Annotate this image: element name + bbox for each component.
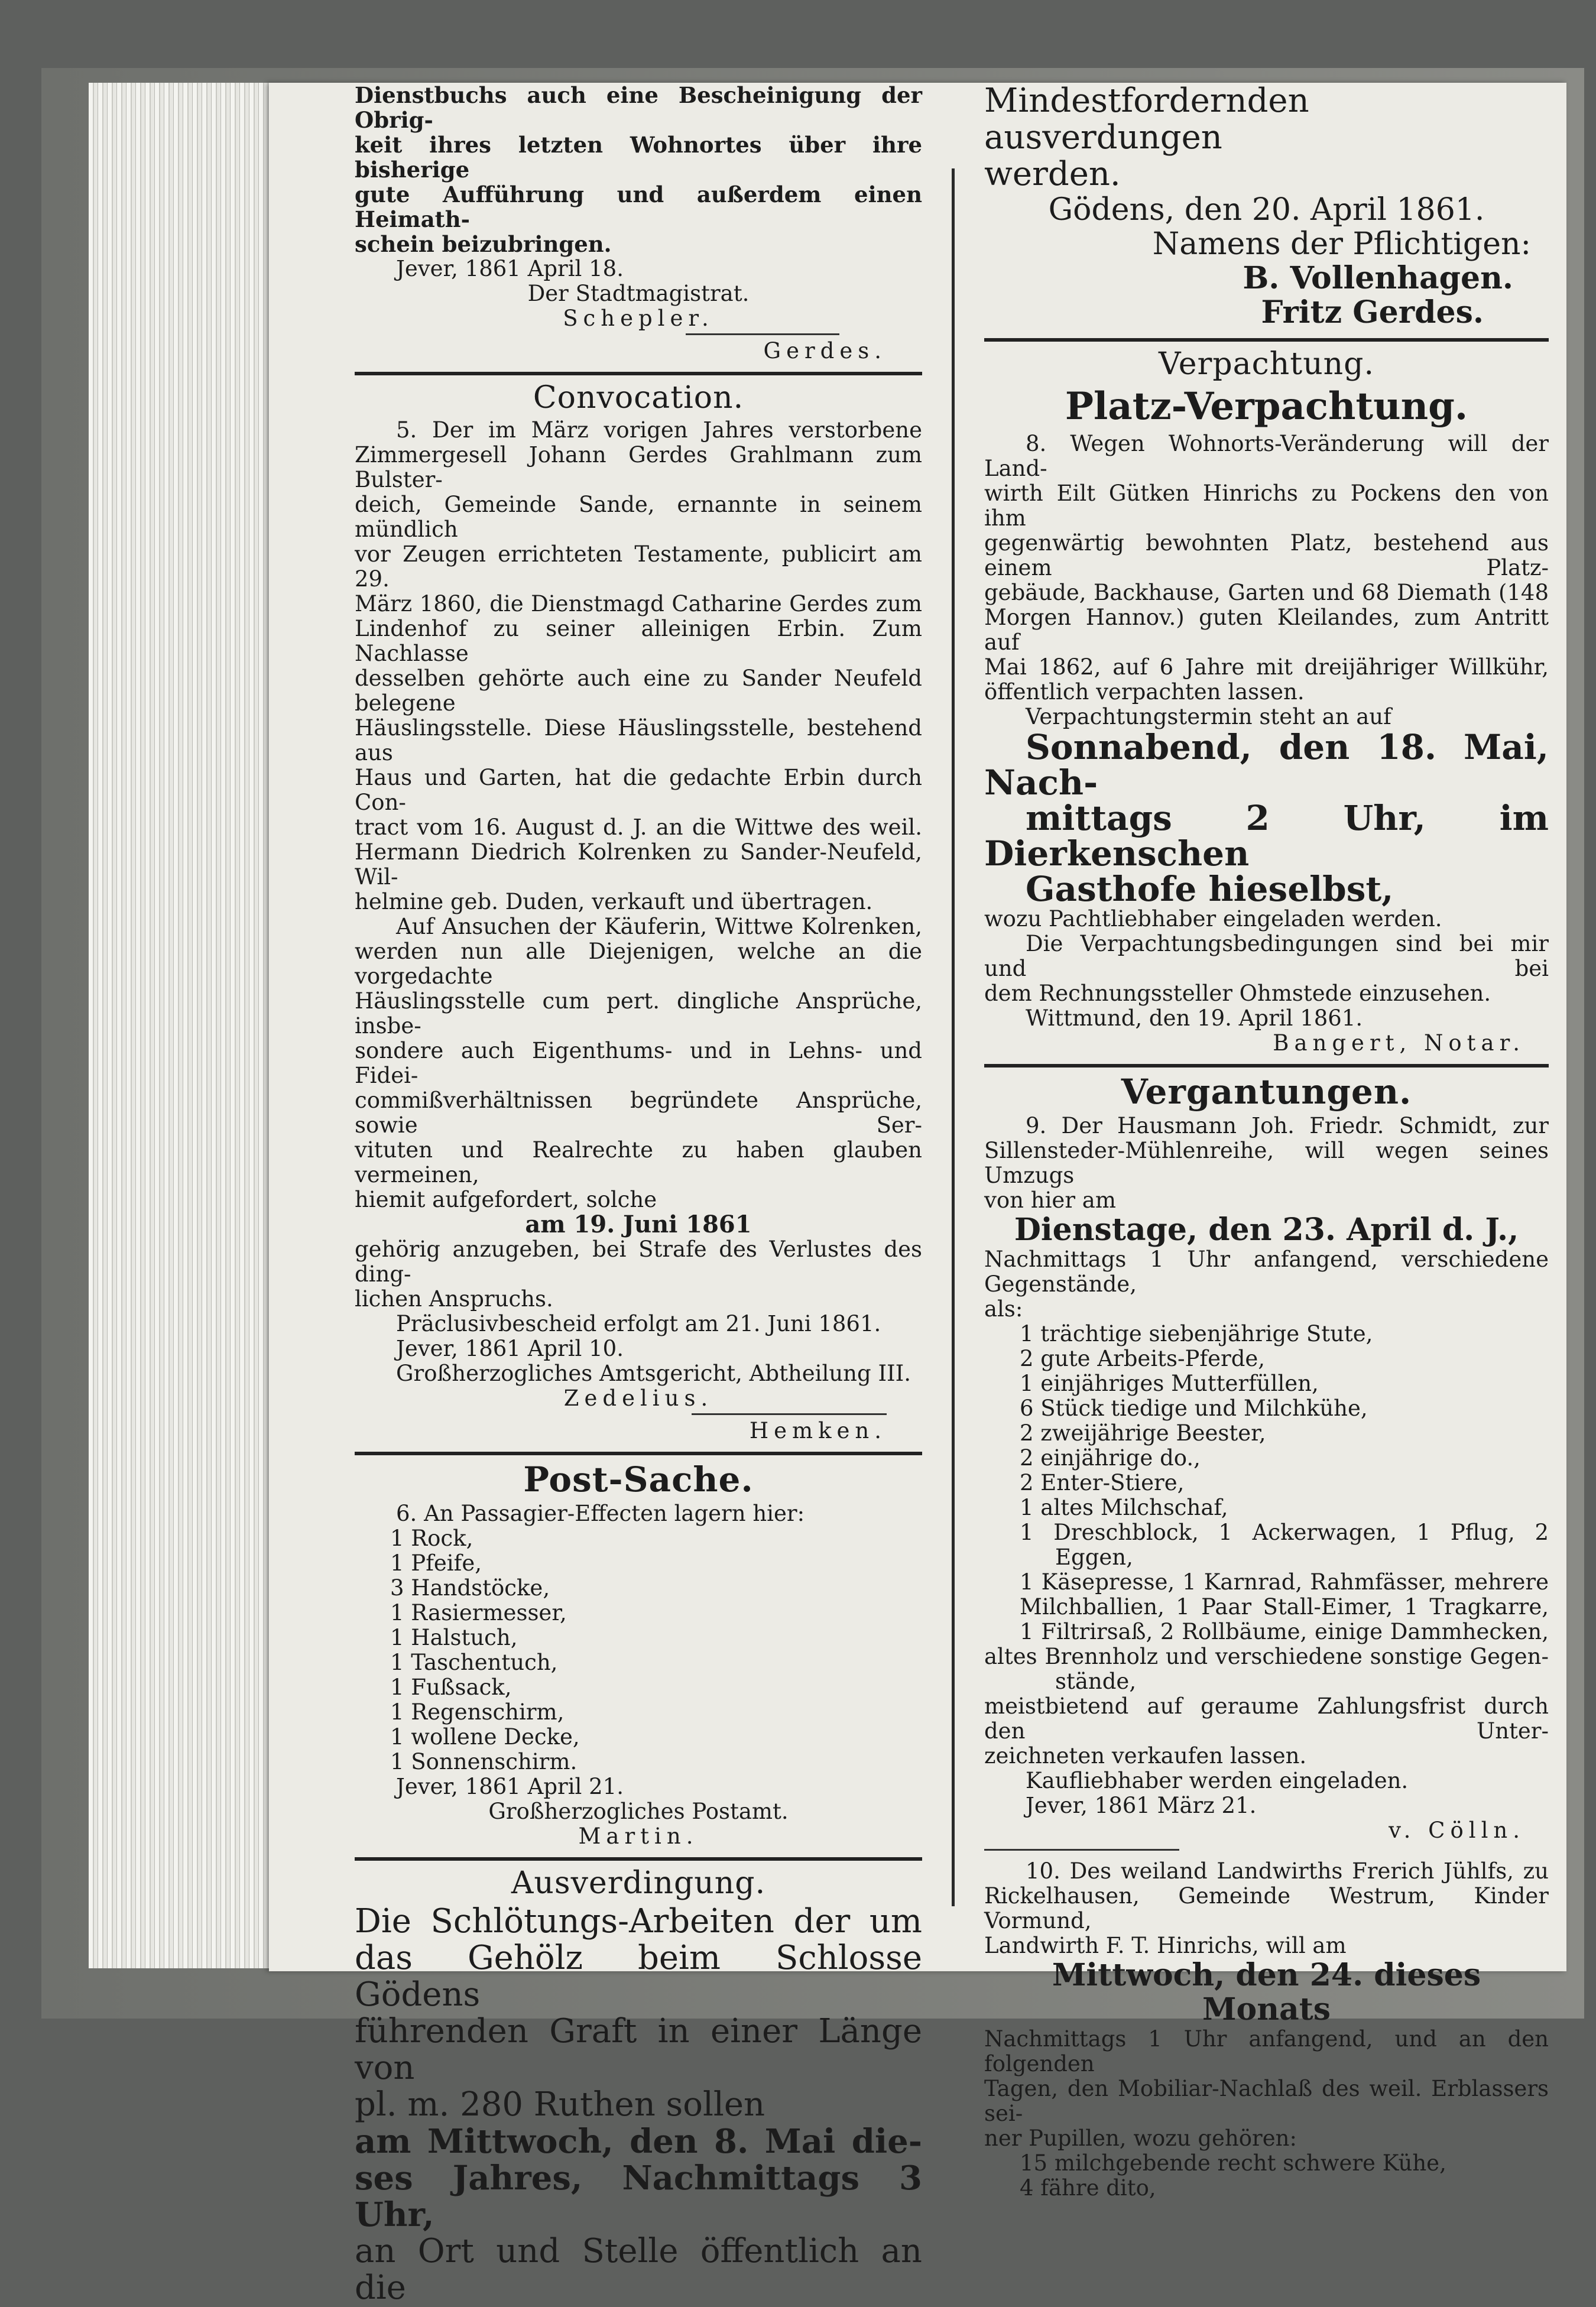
auction-date: Dienstage, den 23. April d. J., <box>1014 1212 1519 1248</box>
auction-date: Mittwoch, den 24. dieses Monats <box>1052 1957 1481 2027</box>
left-column <box>355 83 922 2306</box>
list-item: 1 einjähriges Mutterfüllen, <box>1020 1371 1319 1396</box>
list-item: 15 milchgebende recht schwere Kühe, <box>1020 2150 1446 2176</box>
text-line: Mindestfordernden ausverdungen <box>984 82 1309 157</box>
text-line: gebäude, Backhause, Garten und 68 Diemath (148 <box>984 580 1549 605</box>
text-line: Dienstbuchs auch eine Bescheinigung der Obrig- <box>355 82 922 133</box>
text-line: Nachmittags 1 Uhr anfangend, und an den folgenden <box>984 2026 1549 2076</box>
text-line: an Ort und Stelle öffentlich an die <box>355 2232 922 2307</box>
text-line: März 1860, die Dienstmagd Catharine Gerdes zum <box>355 591 922 617</box>
section-rule <box>984 338 1549 342</box>
text-line: als: <box>984 1296 1023 1322</box>
list-item: 1 Sonnenschirm. <box>390 1749 578 1774</box>
text-line: am Mittwoch, den 8. Mai die- <box>355 2122 922 2161</box>
signature: Zedelius. <box>563 1386 713 1411</box>
text-line: pl. m. 280 Ruthen sollen <box>355 2085 765 2124</box>
item-list <box>390 1526 922 1774</box>
text-line: altes Brennholz und verschiedene sonstige Gegen- <box>984 1644 1549 1669</box>
text-line: keit ihres letzten Wohnortes über ihre bisherige <box>355 132 922 183</box>
text-line: Die Verpachtungsbedingungen sind bei mir und bei <box>984 931 1549 981</box>
post-body <box>355 1501 922 1849</box>
text-line: werden nun alle Diejenigen, welche an die vorgedachte <box>355 939 922 989</box>
ausverdingung-body <box>355 1903 922 2306</box>
text-line: Nachmittags 1 Uhr anfangend, verschiedene Gegenstände, <box>984 1247 1549 1297</box>
text-line: lichen Anspruchs. <box>355 1286 553 1312</box>
text-line: 5. Der im März vorigen Jahres verstorbene <box>396 417 922 443</box>
item-list <box>1020 1322 1549 1644</box>
list-item: 1 trächtige siebenjährige Stute, <box>1020 1321 1373 1346</box>
issuing-authority: Der Stadtmagistrat. <box>527 281 750 306</box>
text-line: gute Aufführung und außerdem einen Heimath- <box>355 181 922 232</box>
text-line: stände, <box>1055 1669 1137 1694</box>
right-column <box>984 83 1549 2201</box>
notice-date: Gödens, den 20. April 1861. <box>1048 192 1485 228</box>
text-line: wirth Eilt Gütken Hinrichs zu Pockens den von ihm <box>984 481 1549 531</box>
separator <box>692 1413 887 1415</box>
text-line: das Gehölz beim Schlosse Gödens <box>355 1939 922 2014</box>
text-line: 9. Der Hausmann Joh. Friedr. Schmidt, zur <box>1026 1113 1549 1138</box>
list-item: 1 Käsepresse, 1 Karnrad, Rahmfässer, mehrere <box>1020 1569 1549 1595</box>
section-heading: Platz-Verpachtung. <box>1065 384 1468 429</box>
list-item: 1 wollene Decke, <box>390 1724 580 1750</box>
list-item: 2 einjährige do., <box>1020 1445 1201 1471</box>
vergantungen-body <box>984 1114 1549 2201</box>
section-heading: Vergantungen. <box>1121 1072 1412 1112</box>
signature: Martin. <box>578 1823 699 1849</box>
text-line: commißverhältnissen begründete Ansprüche, sowie Ser- <box>355 1088 922 1138</box>
on-behalf-label: Namens der Pflichtigen: <box>1152 226 1531 262</box>
text-line: helmine geb. Duden, verkauft und übertragen. <box>355 889 873 914</box>
text-line: Tagen, den Mobiliar-Nachlaß des weil. Erblassers sei- <box>984 2076 1549 2126</box>
list-item: 1 Halstuch, <box>390 1625 518 1650</box>
list-item: 1 Filtrirsaß, 2 Rollbäume, einige Dammhecken, <box>1020 1619 1549 1644</box>
text-line: werden. <box>984 155 1121 193</box>
text-line: dem Rechnungssteller Ohmstede einzusehen. <box>984 981 1491 1006</box>
text-line: Verpachtungstermin steht an auf <box>1026 704 1391 729</box>
text-line: ner Pupillen, wozu gehören: <box>984 2126 1297 2151</box>
signature: B. Vollenhagen. <box>1243 260 1513 296</box>
text-line: öffentlich verpachten lassen. <box>984 679 1305 705</box>
notice-date: Jever, 1861 März 21. <box>1026 1793 1257 1818</box>
issuing-authority: Großherzogliches Postamt. <box>488 1799 789 1824</box>
text-line: wozu Pachtliebhaber eingeladen werden. <box>984 906 1442 932</box>
text-line: meistbietend auf geraume Zahlungsfrist durch den Unter- <box>984 1693 1549 1744</box>
issuing-authority: Großherzogliches Amtsgericht, Abtheilung III. <box>396 1361 911 1386</box>
text-line: Haus und Garten, hat die gedachte Erbin durch Con- <box>355 765 922 815</box>
section-rule <box>355 1452 922 1455</box>
term-date: am 19. Juni 1861 <box>525 1211 752 1238</box>
text-line: 10. Des weiland Landwirths Frerich Jühlfs, zu <box>1026 1858 1549 1884</box>
text-line: Morgen Hannov.) guten Kleilandes, zum Antritt auf <box>984 605 1549 655</box>
text-line: vor Zeugen errichteten Testamente, publicirt am 29. <box>355 541 922 592</box>
term-line: Sonnabend, den 18. Mai, Nach- <box>984 727 1549 803</box>
separator <box>984 1849 1179 1851</box>
separator <box>686 333 839 335</box>
text-line: hiemit aufgefordert, solche <box>355 1187 657 1212</box>
section-heading: Ausverdingung. <box>511 1865 766 1901</box>
list-item: 2 gute Arbeits-Pferde, <box>1020 1346 1266 1371</box>
item-list <box>1020 2151 1549 2201</box>
signature: Schepler. <box>563 306 714 331</box>
signature: Hemken. <box>749 1418 887 1443</box>
notice-date: Jever, 1861 April 21. <box>396 1774 624 1799</box>
intro-paragraph <box>355 83 922 257</box>
text-line: Zimmergesell Johann Gerdes Grahlmann zum Bulster- <box>355 442 922 492</box>
list-item: 1 Rasiermesser, <box>390 1600 567 1625</box>
text-line: vituten und Realrechte zu haben glauben vermeinen, <box>355 1137 922 1187</box>
text-line: Häuslingsstelle cum pert. dingliche Ansprüche, insbe- <box>355 988 922 1039</box>
list-item: Milchballien, 1 Paar Stall-Eimer, 1 Tragkarre, <box>1020 1594 1549 1620</box>
text-line: 6. An Passagier-Effecten lagern hier: <box>396 1501 805 1526</box>
list-item: 1 Regenschirm, <box>390 1699 565 1725</box>
section-rule <box>355 1857 922 1861</box>
convocation-body <box>355 418 922 1443</box>
text-line: Hermann Diedrich Kolrenken zu Sander-Neufeld, Wil- <box>355 839 922 890</box>
list-item: 2 zweijährige Beester, <box>1020 1420 1266 1446</box>
signature: Fritz Gerdes. <box>1261 294 1484 330</box>
text-line: führenden Graft in einer Länge von <box>355 2012 922 2087</box>
text-line: Rickelhausen, Gemeinde Westrum, Kinder Vormund, <box>984 1883 1549 1933</box>
text-line: ses Jahres, Nachmittags 3 Uhr, <box>355 2159 922 2234</box>
section-heading: Convocation. <box>533 380 744 416</box>
list-item: 1 Taschentuch, <box>390 1650 558 1675</box>
text-line: schein beizubringen. <box>355 231 612 257</box>
list-item: 4 fähre dito, <box>1020 2175 1156 2201</box>
list-item: 1 Rock, <box>390 1526 473 1551</box>
text-line: Sillensteder-Mühlenreihe, will wegen seines Umzugs <box>984 1138 1549 1188</box>
text-line: sondere auch Eigenthums- und in Lehns- und Fidei- <box>355 1038 922 1088</box>
section-heading: Verpachtung. <box>1158 346 1374 382</box>
list-item: 3 Handstöcke, <box>390 1575 550 1601</box>
list-item: 6 Stück tiedige und Milchkühe, <box>1020 1396 1368 1421</box>
text-line: Präclusivbescheid erfolgt am 21. Juni 1861. <box>396 1311 881 1336</box>
text-line: Mai 1862, auf 6 Jahre mit dreijähriger Willkühr, <box>984 654 1549 680</box>
section-rule <box>984 1064 1549 1067</box>
term-line: mittags 2 Uhr, im Dierkenschen <box>984 798 1549 874</box>
text-line: Kaufliebhaber werden eingeladen. <box>1026 1768 1409 1793</box>
signature: v. Cölln. <box>1389 1818 1525 1843</box>
text-line: gehörig anzugeben, bei Strafe des Verlustes des ding- <box>355 1237 922 1287</box>
text-line: zeichneten verkaufen lassen. <box>984 1743 1307 1769</box>
text-line: Auf Ansuchen der Käuferin, Wittwe Kolrenken, <box>396 914 922 939</box>
list-item: 1 altes Milchschaf, <box>1020 1495 1228 1520</box>
list-item: 1 Fußsack, <box>390 1675 512 1700</box>
text-line: tract vom 16. August d. J. an die Wittwe des weil. <box>355 815 922 840</box>
list-item: 1 Dreschblock, 1 Ackerwagen, 1 Pflug, 2 Eggen, <box>1020 1520 1549 1570</box>
text-line: 8. Wegen Wohnorts-Veränderung will der Land- <box>984 431 1549 481</box>
section-heading: Post-Sache. <box>523 1459 754 1500</box>
term-line: Gasthofe hieselbst, <box>1026 869 1394 909</box>
notice-date: Wittmund, den 19. April 1861. <box>1026 1005 1363 1031</box>
page-stack-edges <box>89 83 272 1968</box>
text-line: Landwirth F. T. Hinrichs, will am <box>984 1933 1347 1958</box>
column-divider <box>952 168 955 1906</box>
text-line: desselben gehörte auch eine zu Sander Neufeld belegene <box>355 666 922 716</box>
notice-date: Jever, 1861 April 10. <box>396 1336 624 1361</box>
section-rule <box>355 372 922 375</box>
text-line: Lindenhof zu seiner alleinigen Erbin. Zum Nachlasse <box>355 616 922 666</box>
signature: Bangert, Notar. <box>1273 1030 1525 1056</box>
text-line: Die Schlötungs-Arbeiten der um <box>355 1902 922 1941</box>
list-item: 1 Pfeife, <box>390 1550 482 1576</box>
signature: Gerdes. <box>763 338 887 364</box>
list-item: 2 Enter-Stiere, <box>1020 1470 1185 1495</box>
notice-date: Jever, 1861 April 18. <box>396 256 624 281</box>
verpachtung-body <box>984 431 1549 1056</box>
text-line: deich, Gemeinde Sande, ernannte in seinem mündlich <box>355 492 922 542</box>
text-line: von hier am <box>984 1187 1116 1213</box>
text-line: gegenwärtig bewohnten Platz, bestehend aus einem Platz- <box>984 530 1549 580</box>
text-line: Häuslingsstelle. Diese Häuslingsstelle, bestehend aus <box>355 715 922 765</box>
